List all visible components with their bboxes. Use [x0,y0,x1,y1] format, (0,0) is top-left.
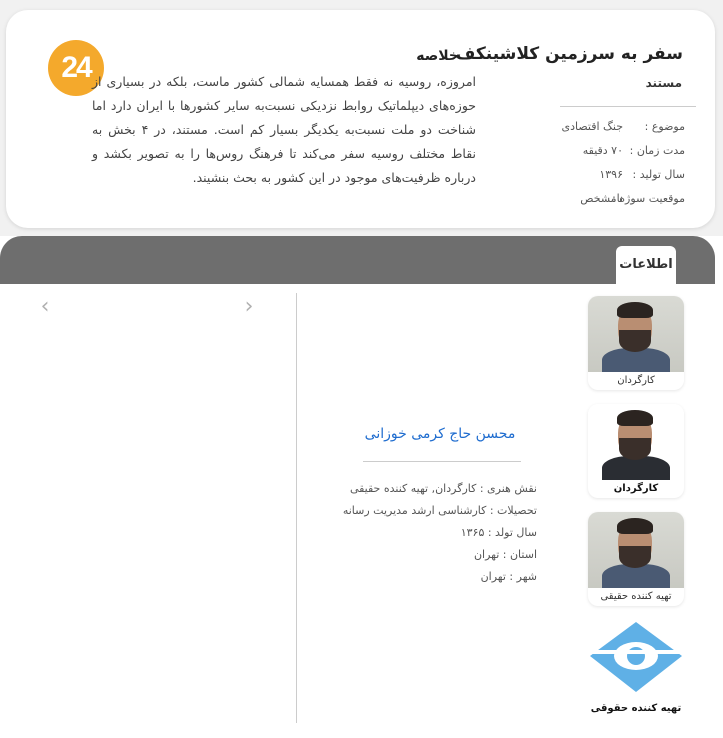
crew-photo [588,296,684,372]
crew-role: کارگردان [613,483,659,494]
crew-card[interactable] [588,512,684,606]
meta-row-duration [515,144,685,168]
chevron-left-icon[interactable]: ‹ [40,294,50,319]
meta-value: ۱۳۹۶ [599,168,623,181]
meta-key: سال تولید : [632,168,685,181]
meta-key: موضوع : [644,120,685,133]
crew-role: تهیه کننده حقوقی [590,703,682,714]
detail-birth-year: سال تولد : ۱۳۶۵ [460,526,537,539]
crew-card[interactable] [588,296,684,390]
meta-value: نامشخص [580,192,623,205]
film-title: سفر به سرزمین کلاشینکف [455,44,683,64]
meta-row-subject [515,120,685,144]
divider [560,106,696,107]
summary-text: امروزه، روسیه نه فقط همسایه شمالی کشور ماست، بلکه در بسیاری از حوزه‌های دیپلماتیک روابط نزدیکی نسبت‌به سایر کشورها با ایران دارد اما شناخت دو ملت نسبت‌به یکدیگر بسیار کم است. مستند، در ۴ بخش به نقاط مختلف روسیه سفر می‌کند تا فرهنگ روس‌ها را به تصویر بکشد و درباره ظرفیت‌های موجود در این کشور به بحث بنشیند. [92,74,476,185]
person-name-link[interactable]: محسن حاج کرمی خوزانی [364,426,516,442]
crew-card-selected[interactable] [588,404,684,498]
crew-card-organization[interactable] [588,620,684,720]
crew-role: کارگردان [617,375,655,386]
meta-row-year [515,168,685,192]
detail-city: شهر : تهران [480,570,537,583]
tab-bar [0,236,715,284]
detail-education: تحصیلات : کارشناسی ارشد مدیریت رسانه [342,504,537,517]
meta-value: ۷۰ دقیقه [582,144,623,157]
crew-info-panel [0,236,723,738]
site-logo[interactable]: 24 [48,40,104,96]
meta-row-subject-location [515,192,685,216]
tab-info[interactable]: اطلاعات [616,246,676,284]
meta-value: جنگ اقتصادی [561,120,623,133]
meta-key: موقعیت سوژه : [612,192,685,205]
film-type: مستند [645,76,682,90]
crew-photo [588,512,684,588]
film-meta [515,120,685,216]
crew-role: تهیه کننده حقیقی [600,591,672,602]
crew-photo [588,404,684,480]
divider [363,461,521,462]
meta-key: مدت زمان : [629,144,685,157]
chevron-right-icon[interactable]: › [244,294,254,319]
person-details [277,482,537,592]
detail-role: نقش هنری : کارگردان, تهیه کننده حقیقی [349,482,537,495]
tv-channel-logo-icon [588,620,684,696]
summary-heading: خلاصه [416,48,459,64]
detail-province: استان : تهران [473,548,537,561]
film-summary-card [6,10,715,228]
